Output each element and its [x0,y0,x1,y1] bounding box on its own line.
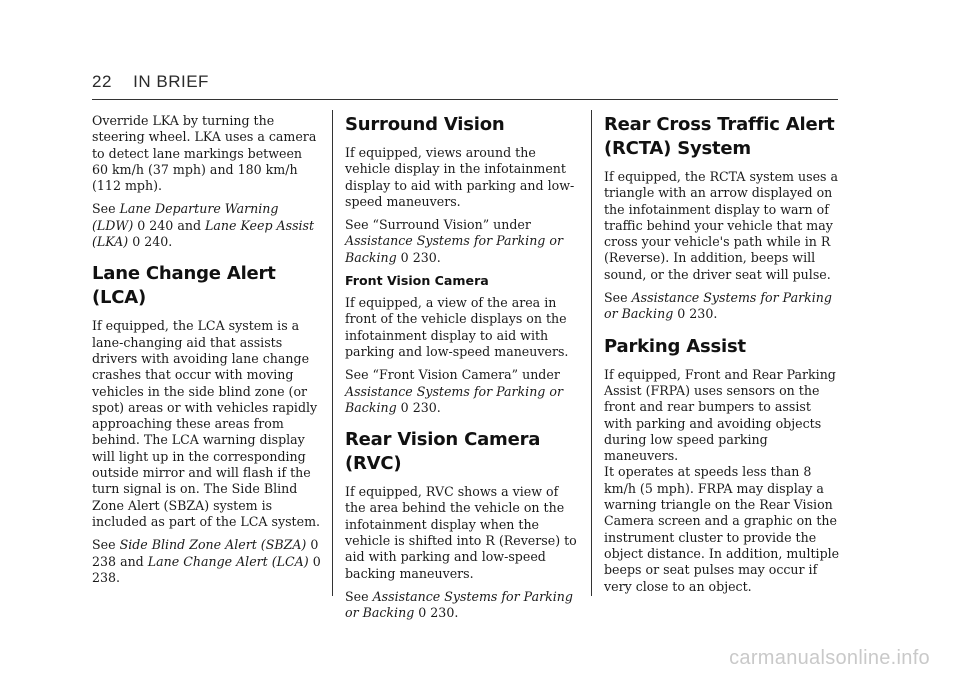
lka-override-paragraph: Override LKA by turning the steering wheel. LKA uses a camera to detect lane markings between 60 km/h (37 mph) and 180 km/h (112 mph). [92,113,317,194]
page-ref-238-b[interactable]: 0 238 [92,553,321,585]
page-ref-230-c[interactable]: 0 230 [418,605,455,621]
heading-rear-cross-traffic-alert: Rear Cross Traffic Alert (RCTA) System [604,114,835,159]
ref-sbza-link[interactable]: Side Blind Zone Alert (SBZA) [119,537,307,553]
column-2 [345,113,580,629]
page-ref-230-b[interactable]: 0 230 [400,399,437,415]
ref-assistance-systems-link-c[interactable]: Assistance Systems for Parking or Backing [345,588,573,621]
page-ref-240-a[interactable]: 0 240 [137,217,174,233]
ref-assistance-systems-link-d[interactable]: Assistance Systems for Parking or Backing [604,290,832,322]
front-vision-camera-see-also: See “Front Vision Camera” under Assistance Systems for Parking or Backing 0 230. [345,367,563,415]
page-ref-230-d[interactable]: 0 230 [677,306,714,322]
heading-front-vision-camera: Front Vision Camera [345,273,489,289]
page-ref-230-a[interactable]: 0 230 [400,249,437,265]
heading-surround-vision: Surround Vision [345,114,505,135]
rvc-see-also: See Assistance Systems for Parking or Backing 0 230. [345,588,573,621]
page-ref-240-b[interactable]: 0 240 [132,234,169,250]
lca-see-also: See Side Blind Zone Alert (SBZA) 0 238 and Lane Change Alert (LCA) 0 238. [92,537,321,585]
column-divider-right [591,110,592,596]
ref-assistance-systems-link-b[interactable]: Assistance Systems for Parking or Backing [345,383,563,415]
column-3 [604,113,840,602]
parking-assist-paragraph-1: If equipped, Front and Rear Parking Assist (FRPA) uses sensors on the front and rear bumpers to assist with parking and avoiding objects during low speed parking maneuvers. [604,366,836,464]
rcta-paragraph: If equipped, the RCTA system uses a triangle with an arrow displayed on the infotainment display to warn of traffic behind your vehicle that may cross your vehicle's path while in R (Reverse). In addition, beeps will sound, or the driver seat will pulse. [604,169,838,282]
ref-lka-link[interactable]: Lane Keep Assist (LKA) [92,217,315,250]
heading-parking-assist: Parking Assist [604,335,746,357]
section-title: IN BRIEF [133,72,209,91]
page-header [92,72,209,92]
lca-paragraph: If equipped, the LCA system is a lane-changing aid that assists drivers with avoiding lane change crashes that occur with moving vehicles in the side blind zone (or spot) areas or with vehicles rapidly approaching these areas from behind. The LCA warning display will light up in the corresponding outside mirror and will flash if the turn signal is on. The Side Blind Zone Alert (SBZA) system is included as part of the LCA system. [92,318,321,529]
front-vision-camera-paragraph: If equipped, a view of the area in front of the vehicle displays on the infotainment display to aid with parking and low-speed maneuvers. [345,295,569,359]
ref-ldw-link[interactable]: Lane Departure Warning (LDW) [92,201,279,233]
surround-vision-paragraph: If equipped, views around the vehicle display in the infotainment display to aid with parking and low-speed maneuvers. [345,145,575,209]
page-ref-238-a[interactable]: 0 238 [92,537,319,569]
heading-rear-vision-camera: Rear Vision Camera (RVC) [345,429,541,475]
heading-lane-change-alert: Lane Change Alert (LCA) [92,263,276,309]
column-1 [92,113,322,593]
rvc-paragraph: If equipped, RVC shows a view of the area behind the vehicle on the infotainment display when the vehicle is shifted into R (Reverse) to aid with parking and low-speed backing maneuvers. [345,484,577,581]
page-number: 22 [92,72,112,91]
header-rule [92,99,838,100]
ref-assistance-systems-link-a[interactable]: Assistance Systems for Parking or Backing [345,233,563,265]
lka-see-also: See Lane Departure Warning (LDW) 0 240 and Lane Keep Assist (LKA) 0 240. [92,201,315,250]
watermark: carmanualsonline.info [729,647,930,669]
rcta-see-also: See Assistance Systems for Parking or Backing 0 230. [604,290,832,322]
parking-assist-paragraph-2: It operates at speeds less than 8 km/h (5 mph). FRPA may display a warning triangle on the Rear Vision Camera screen and a graphic on the instrument cluster to provide the object distance. In addition, multiple beeps or seat pulses may occur if very close to an object. [604,464,840,594]
column-divider-left [332,110,333,596]
surround-vision-see-also: See “Surround Vision” under Assistance Systems for Parking or Backing 0 230. [345,217,563,265]
ref-lca-link[interactable]: Lane Change Alert (LCA) [147,553,309,569]
